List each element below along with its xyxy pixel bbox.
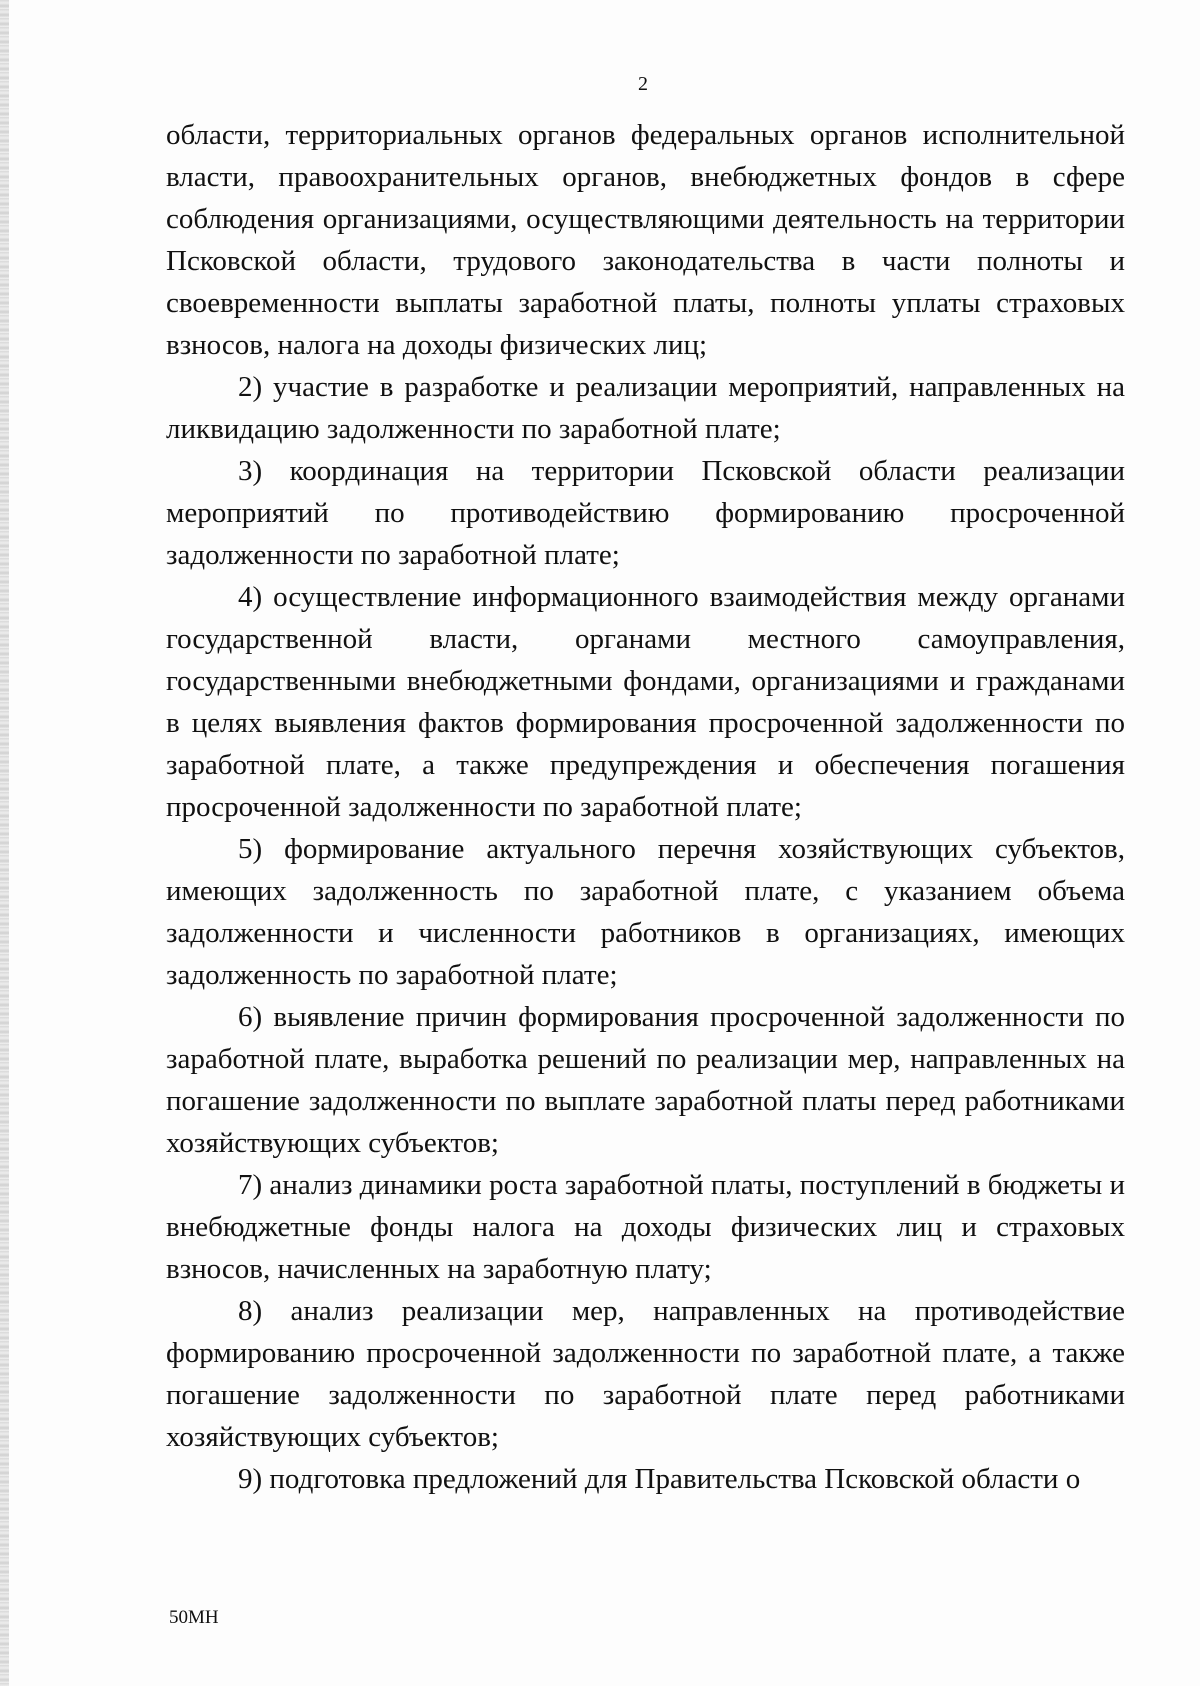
paragraph-item-8: 8) анализ реализации мер, направленных на противодействие формированию просроченной задолженности по заработной плате, а также погашение задолженности по заработной плате перед работниками хозяйствующих субъектов; xyxy=(166,1295,1125,1453)
paragraph-item-4: 4) осуществление информационного взаимодействия между органами государственной власти, органами местного самоуправления, государственными внебюджетными фондами, организациями и гражданами в целях выявления фактов формирования просроченной задолженности по заработной плате, а также предупреждения и обеспечения погашения просроченной задолженности по заработной плате; xyxy=(166,581,1125,823)
scan-edge xyxy=(0,0,9,1686)
paragraph-item-5: 5) формирование актуального перечня хозяйствующих субъектов, имеющих задолженность по заработной плате, с указанием объема задолженности и численности работников в организациях, имеющих задолженность по заработной плате; xyxy=(166,833,1125,991)
document-body xyxy=(166,114,1125,1500)
paragraph-item-9: 9) подготовка предложений для Правительства Псковской области о xyxy=(238,1463,1081,1495)
page-number: 2 xyxy=(638,73,648,95)
paragraph-item-2: 2) участие в разработке и реализации мероприятий, направленных на ликвидацию задолженности по заработной плате; xyxy=(166,371,1125,445)
paragraph-item-3: 3) координация на территории Псковской области реализации мероприятий по противодействию формированию просроченной задолженности по заработной плате; xyxy=(166,455,1125,571)
paragraph-item-6: 6) выявление причин формирования просроченной задолженности по заработной плате, выработка решений по реализации мер, направленных на погашение задолженности по выплате заработной платы перед работниками хозяйствующих субъектов; xyxy=(166,1001,1125,1159)
paragraph-continuation: области, территориальных органов федеральных органов исполнительной власти, правоохранительных органов, внебюджетных фондов в сфере соблюдения организациями, осуществляющими деятельность на территории Псковской области, трудового законодательства в части полноты и своевременности выплаты заработной платы, полноты уплаты страховых взносов, налога на доходы физических лиц; xyxy=(166,119,1125,361)
footer-code: 50MH xyxy=(169,1607,219,1628)
paragraph-item-7: 7) анализ динамики роста заработной платы, поступлений в бюджеты и внебюджетные фонды налога на доходы физических лиц и страховых взносов, начисленных на заработную плату; xyxy=(166,1169,1125,1285)
